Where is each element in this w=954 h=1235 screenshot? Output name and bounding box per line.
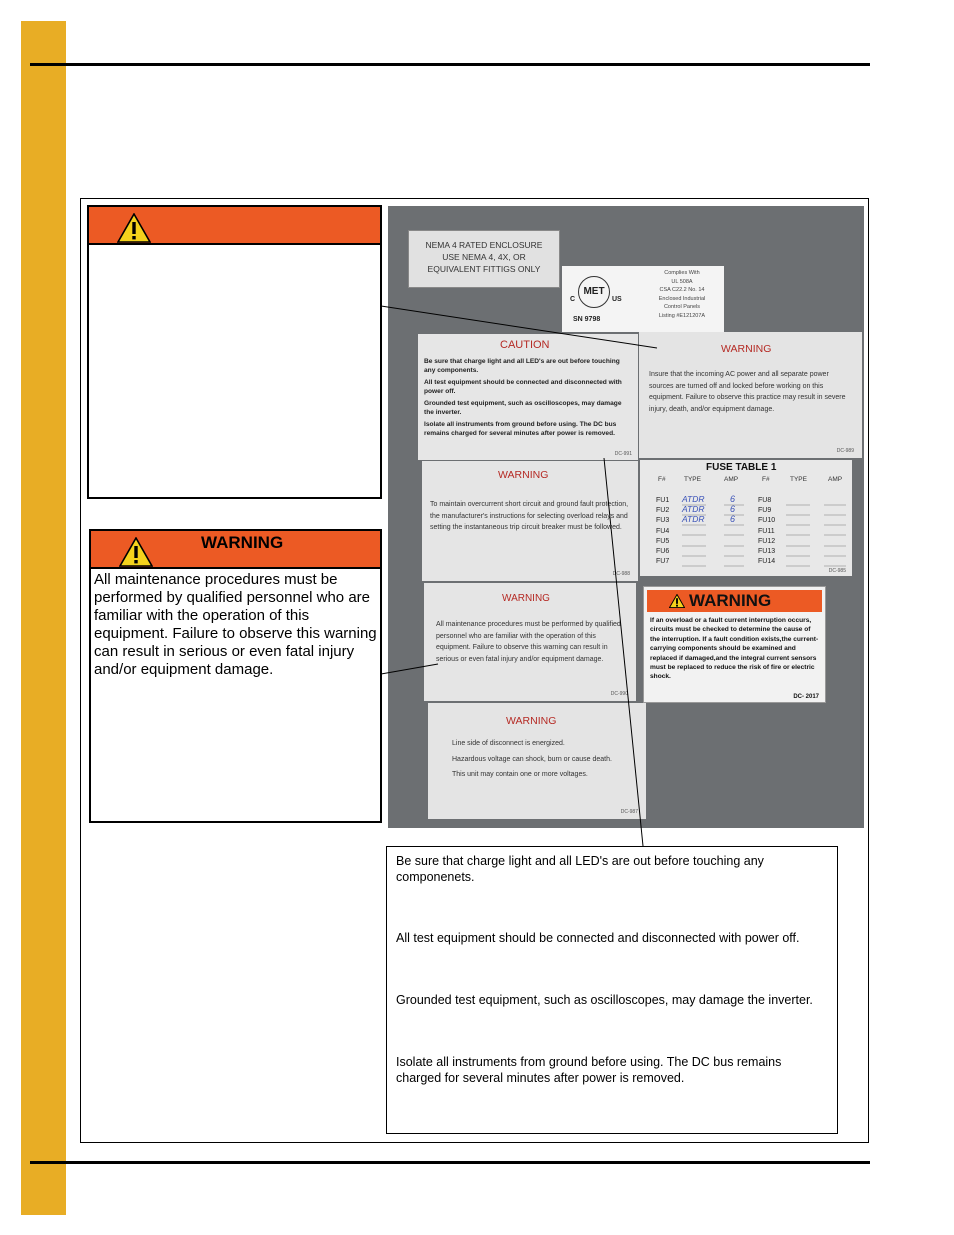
warning-box-title: WARNING: [201, 533, 284, 552]
fuse-table-title: FUSE TABLE 1: [706, 462, 777, 473]
callout-item-4: Isolate all instruments from ground before using. The DC bus remains charged for several minutes after power is removed.: [396, 1055, 782, 1085]
warning-ac-code: DC-989: [836, 448, 854, 454]
warning-disconnect-code: DC-987: [620, 809, 638, 815]
met-c: C: [570, 296, 576, 303]
warning-ac-text: Insure that the incoming AC power and all separate power sources are turned off and locked before working on this equipment. Failure to observe this practice may result in severe injury, death, and/or equipment damage.: [649, 371, 846, 413]
caution-label-title: CAUTION: [500, 339, 550, 351]
warning-overload-text: If an overload or a fault current interruption occurs, circuits must be checked to determine the cause of the interruption. If a fault condition exists,the current-carrying components should be examined and replaced if damaged,and the integral current sensors must be replaced to reduce the risk of fire or electric shock.: [650, 617, 819, 681]
caution-label-items: Be sure that charge light and all LED's are out before touching any components. All test equipment should be connected and disconnected with power off. Grounded test equipment, such as oscilloscopes, may damage the inverter. Isolate all instruments from ground before using. The DC bus remains charged for several minutes after power is removed.: [424, 358, 622, 437]
fuse-table-written-type: ATDR ATDR ATDR: [682, 494, 705, 525]
warning-overcurrent-code: DC-988: [612, 571, 630, 577]
met-us: US: [612, 296, 622, 303]
callout-item-1: Be sure that charge light and all LED's are out before touching any componenets.: [396, 854, 764, 884]
caution-callout-box: [386, 846, 838, 1134]
warning-disconnect-lines: Line side of disconnect is energized. Hazardous voltage can shock, burn or cause death. This unit may contain one or more voltages.: [452, 740, 612, 778]
fuse-table-left-col: FU1 FU2 FU3 FU4 FU5 FU6 FU7: [656, 497, 670, 566]
met-sn: SN 9798: [573, 316, 601, 323]
met-lines: Complies With UL 508A CSA C22.2 No. 14 Enclosed Industrial Control Panels Listing #E121207A: [658, 270, 706, 319]
callout-item-2: All test equipment should be connected and disconnected with power off.: [396, 931, 800, 945]
warning-ac-title: WARNING: [721, 343, 772, 355]
warning-overload-code: DC- 2017: [793, 694, 819, 700]
warning-maintenance-code: DC-990: [610, 691, 628, 697]
callout-item-3: Grounded test equipment, such as oscilloscopes, may damage the inverter.: [396, 993, 813, 1007]
warning-overcurrent-text: To maintain overcurrent short circuit and ground fault protection, the manufacturer's instructions for selecting overload relays and setting the instantaneous trip circuit breaker must be followed.: [430, 501, 629, 531]
caution-label-code: DC-991: [614, 451, 632, 457]
warning-overcurrent-title: WARNING: [498, 469, 549, 481]
fuse-table-written-amp: 6 6 6: [730, 494, 736, 525]
warning-maintenance-text: All maintenance procedures must be performed by qualified personnel who are familiar with the operation of this equipment. Failure to observe this warning can result in serious or even fatal injury and/or equipment damage.: [436, 621, 621, 663]
fuse-table-right-col: FU8 FU9 FU10 FU11 FU12 FU13 FU14: [758, 497, 776, 566]
nema-label-text: NEMA 4 RATED ENCLOSURE USE NEMA 4, 4X, OR EQUIVALENT FITTIGS ONLY: [425, 240, 543, 274]
fuse-table-label: FUSE TABLE 1 F# TYPE AMP F# TYPE AMP FU1 FU2 FU3 FU4 FU5 FU6 FU7 ATDR ATDR ATDR 6 6 6 FU8 FU9 FU10 FU11 FU12 FU13 FU14 DC-985: [640, 460, 852, 576]
warning-overload-title: WARNING: [689, 591, 772, 610]
warning-maintenance-title: WARNING: [502, 593, 550, 604]
fuse-table-code: DC-985: [828, 568, 846, 574]
warning-disconnect-title: WARNING: [506, 715, 557, 727]
warning-box-body: All maintenance procedures must be performed by qualified personnel who are familiar with the operation of this equipment. Failure to observe this warning can result in serious or even fatal injury and/or equipment damage.: [94, 571, 377, 678]
met-logo: MET: [578, 276, 610, 308]
